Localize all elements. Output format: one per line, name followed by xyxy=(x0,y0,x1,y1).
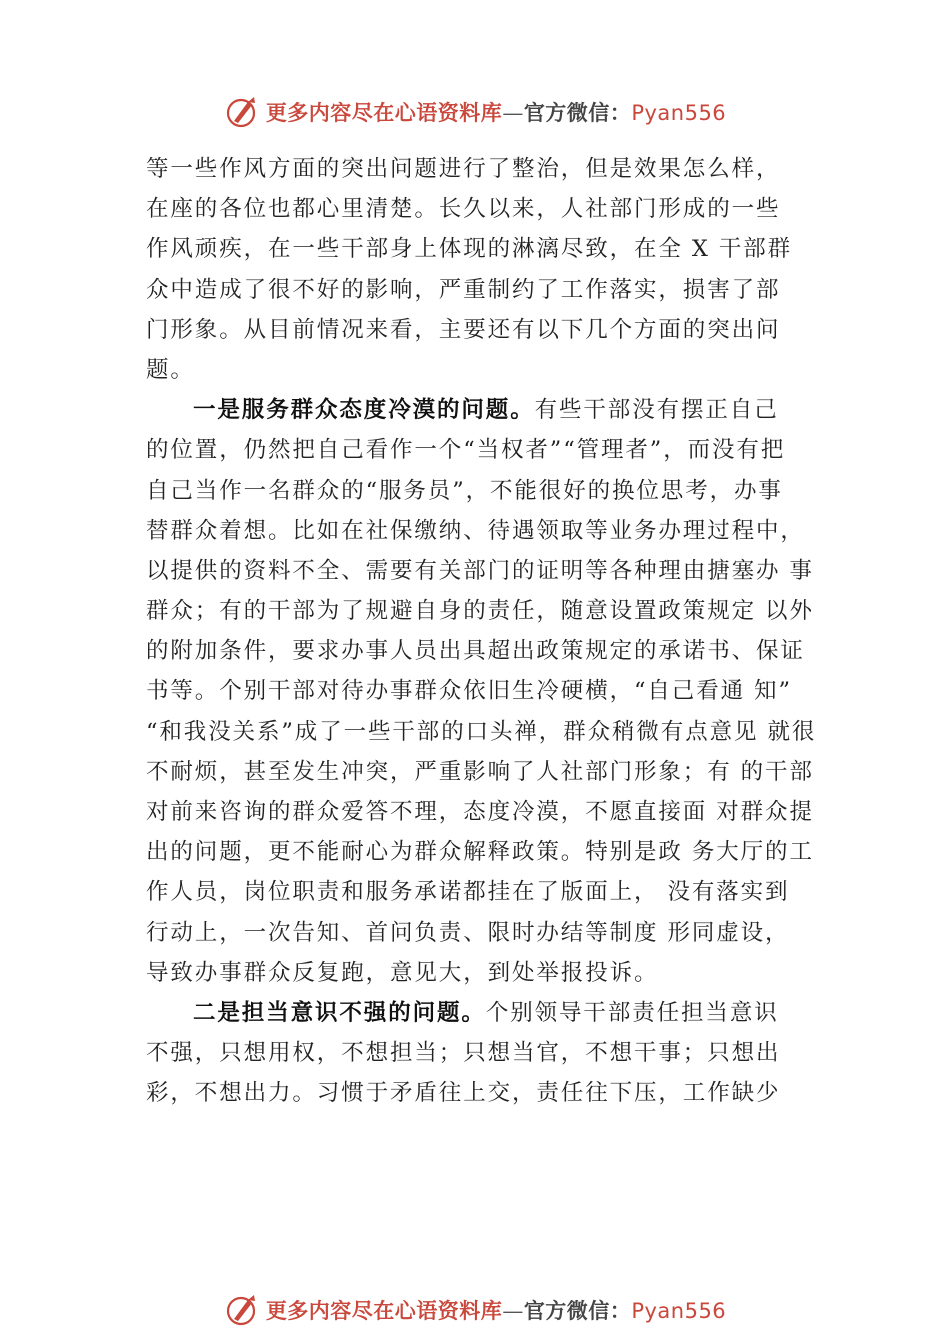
line-text: 题。 xyxy=(146,356,195,383)
line-text: 替群众着想。比如在社保缴纳、待遇领取等业务办理过程中， xyxy=(146,517,805,544)
line-text: 个别领导干部责任担当意识 xyxy=(485,999,779,1026)
footer-banner xyxy=(0,1290,950,1330)
line-text: 门形象。从目前情况来看，主要还有以下几个方面的突出问 xyxy=(146,316,781,343)
text-line xyxy=(146,511,836,551)
text-line xyxy=(146,832,836,872)
text-line xyxy=(146,551,836,591)
text-line xyxy=(146,752,836,792)
text-line xyxy=(146,430,836,470)
text-line xyxy=(146,310,836,350)
line-text: 群众；有的干部为了规避自身的责任，随意设置政策规定 以外 xyxy=(146,598,814,625)
line-text: 导致办事群众反复跑，意见大，到处举报投诉。 xyxy=(146,959,659,986)
section-heading: 二是担当意识不强的问题。 xyxy=(193,999,486,1026)
line-text: 不强，只想用权，不想担当；只想当官，不想干事；只想出 xyxy=(146,1040,781,1067)
banner-text xyxy=(266,1295,726,1325)
header-banner xyxy=(0,92,950,132)
line-text: 众中造成了很不好的影响，严重制约了工作落实，损害了部 xyxy=(146,276,781,303)
text-line xyxy=(146,712,836,752)
line-text: 作人员，岗位职责和服务承诺都挂在了版面上， 没有落实到 xyxy=(146,879,790,906)
line-text: 不耐烦，甚至发生冲突，严重影响了人社部门形象；有 的干部 xyxy=(146,758,814,785)
text-line xyxy=(146,953,836,993)
text-line xyxy=(146,229,836,269)
section-heading: 一是服务群众态度冷漠的问题。 xyxy=(193,397,535,424)
text-line xyxy=(146,591,836,631)
text-line xyxy=(146,913,836,953)
line-text: 自己当作一名群众的“服务员”，不能很好的换位思考，办事 xyxy=(146,477,783,504)
wechat-id: Pyan556 xyxy=(631,101,727,125)
line-text: 在座的各位也都心里清楚。长久以来，人社部门形成的一些 xyxy=(146,196,781,223)
wechat-id: Pyan556 xyxy=(631,1299,727,1323)
line-text: 的附加条件，要求办事人员出具超出政策规定的承诺书、保证 xyxy=(146,638,805,665)
line-text: 书等。个别干部对待办事群众依旧生冷硬横，“自己看通 知” xyxy=(146,678,792,705)
text-line xyxy=(146,792,836,832)
text-line xyxy=(146,471,836,511)
document-body xyxy=(146,149,836,1114)
line-text: 的位置，仍然把自己看作一个“当权者”“管理者”，而没有把 xyxy=(146,437,786,464)
text-line xyxy=(146,390,836,430)
line-text: 等一些作风方面的突出问题进行了整治，但是效果怎么样， xyxy=(146,156,781,182)
line-text: 彩，不想出力。习惯于矛盾往上交，责任往下压，工作缺少 xyxy=(146,1080,781,1107)
text-line xyxy=(146,872,836,912)
text-line xyxy=(146,270,836,310)
line-text: 对前来咨询的群众爱答不理，态度冷漠，不愿直接面 对群众提 xyxy=(146,799,814,825)
text-line xyxy=(146,350,836,390)
brand-name: 更多内容尽在心语资料库 xyxy=(265,100,503,125)
quill-pen-logo-icon xyxy=(224,94,260,130)
quill-pen-logo-icon xyxy=(224,1292,260,1328)
text-line xyxy=(146,1033,836,1073)
official-label: 官方微信： xyxy=(523,100,632,125)
official-label: 官方微信： xyxy=(523,1298,632,1323)
line-text: 有些干部没有摆正自己 xyxy=(534,397,779,424)
line-text: 出的问题，更不能耐心为群众解释政策。特别是政 务大厅的工 xyxy=(146,839,814,866)
banner-text xyxy=(266,97,726,127)
text-line xyxy=(146,1073,836,1113)
text-line xyxy=(146,671,836,711)
text-line xyxy=(146,189,836,229)
text-line xyxy=(146,993,836,1033)
line-text: 以提供的资料不全、需要有关部门的证明等各种理由搪塞办 事 xyxy=(146,557,814,584)
banner-dash: — xyxy=(502,101,524,125)
line-text: “和我没关系”成了一些干部的口头禅，群众稍微有点意见 就很 xyxy=(146,718,817,745)
text-line xyxy=(146,149,836,189)
line-text: 行动上，一次告知、首问负责、限时办结等制度 形同虚设， xyxy=(146,919,790,946)
text-line xyxy=(146,631,836,671)
banner-dash: — xyxy=(502,1299,524,1323)
brand-name: 更多内容尽在心语资料库 xyxy=(265,1298,503,1323)
line-text: 作风顽疾，在一些干部身上体现的淋漓尽致，在全 X 干部群 xyxy=(146,236,793,263)
